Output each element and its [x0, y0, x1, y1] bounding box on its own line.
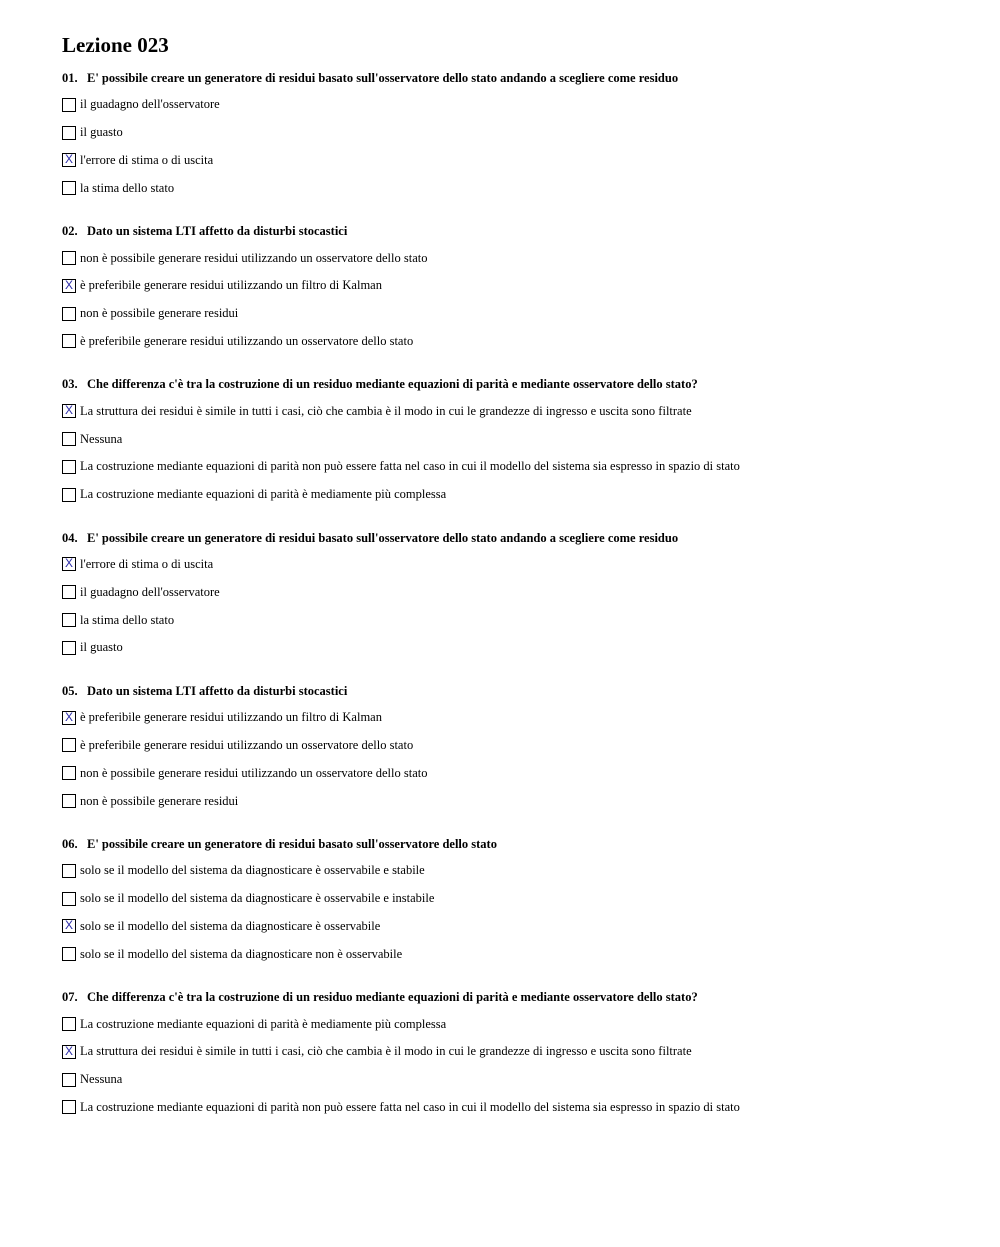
answer-label: non è possibile generare residui utilizzando un osservatore dello stato	[80, 250, 428, 265]
question-text	[62, 984, 962, 1010]
answer-option[interactable]	[62, 578, 962, 606]
x-mark-icon: X	[64, 556, 73, 571]
answer-option[interactable]	[62, 759, 962, 787]
checkbox[interactable]	[62, 947, 76, 961]
checked-checkbox[interactable]	[62, 557, 76, 571]
question-text	[62, 831, 962, 857]
answer-label: l'errore di stima o di uscita	[80, 152, 214, 167]
question-number: 02.	[62, 224, 78, 239]
answer-option[interactable]	[62, 147, 962, 175]
answer-label: La costruzione mediante equazioni di parità è mediamente più complessa	[80, 1016, 447, 1031]
checked-checkbox[interactable]	[62, 279, 76, 293]
answer-label: è preferibile generare residui utilizzando un filtro di Kalman	[80, 278, 382, 293]
checkbox[interactable]	[62, 1073, 76, 1087]
checkbox[interactable]	[62, 613, 76, 627]
answer-label: Nessuna	[80, 1072, 123, 1087]
answer-label: è preferibile generare residui utilizzando un filtro di Kalman	[80, 710, 382, 725]
answer-label: solo se il modello del sistema da diagnosticare è osservabile	[80, 918, 381, 933]
answer-option[interactable]	[62, 857, 962, 885]
checked-checkbox[interactable]	[62, 153, 76, 167]
question-block	[62, 371, 962, 508]
question-block	[62, 678, 962, 815]
question-number: 03.	[62, 377, 78, 392]
answer-label: non è possibile generare residui	[80, 306, 239, 321]
answer-label: è preferibile generare residui utilizzando un osservatore dello stato	[80, 737, 414, 752]
answer-option[interactable]	[62, 732, 962, 760]
answer-label: solo se il modello del sistema da diagnosticare è osservabile e instabile	[80, 891, 435, 906]
answer-label: non è possibile generare residui	[80, 793, 239, 808]
answer-option[interactable]	[62, 328, 962, 356]
answer-label: è preferibile generare residui utilizzando un osservatore dello stato	[80, 333, 414, 348]
question-number: 04.	[62, 530, 78, 545]
answer-option[interactable]	[62, 300, 962, 328]
checkbox[interactable]	[62, 864, 76, 878]
checkbox[interactable]	[62, 460, 76, 474]
question-prompt: Che differenza c'è tra la costruzione di un residuo mediante equazioni di parità e mediante osservatore dello stato?	[87, 990, 698, 1005]
answer-label: La costruzione mediante equazioni di parità non può essere fatta nel caso in cui il modello del sistema sia espresso in spazio di stato	[80, 1099, 740, 1114]
answer-label: solo se il modello del sistema da diagnosticare è osservabile e stabile	[80, 863, 425, 878]
question-text	[62, 525, 962, 551]
checkbox[interactable]	[62, 251, 76, 265]
question-block	[62, 984, 962, 1121]
answer-option[interactable]	[62, 940, 962, 968]
question-block	[62, 218, 962, 355]
checkbox[interactable]	[62, 892, 76, 906]
answer-option[interactable]	[62, 91, 962, 119]
answer-option[interactable]	[62, 425, 962, 453]
checkbox[interactable]	[62, 126, 76, 140]
checkbox[interactable]	[62, 488, 76, 502]
question-prompt: E' possibile creare un generatore di residui basato sull'osservatore dello stato andando a scegliere come residuo	[87, 530, 679, 545]
answer-option[interactable]	[62, 453, 962, 481]
answer-option[interactable]	[62, 1066, 962, 1094]
checked-checkbox[interactable]	[62, 1045, 76, 1059]
checked-checkbox[interactable]	[62, 711, 76, 725]
x-mark-icon: X	[64, 1043, 73, 1058]
question-number: 07.	[62, 990, 78, 1005]
answer-label: la stima dello stato	[80, 180, 175, 195]
checkbox[interactable]	[62, 181, 76, 195]
x-mark-icon: X	[64, 277, 73, 292]
answer-option[interactable]	[62, 1038, 962, 1066]
question-prompt: Dato un sistema LTI affetto da disturbi stocastici	[87, 683, 348, 698]
answer-label: la stima dello stato	[80, 612, 175, 627]
answer-label: La costruzione mediante equazioni di parità è mediamente più complessa	[80, 487, 447, 502]
x-mark-icon: X	[64, 709, 73, 724]
answer-label: il guadagno dell'osservatore	[80, 584, 220, 599]
question-block	[62, 65, 962, 202]
question-number: 01.	[62, 71, 78, 85]
answer-option[interactable]	[62, 634, 962, 662]
answer-option[interactable]	[62, 1010, 962, 1038]
checkbox[interactable]	[62, 738, 76, 752]
answer-label: il guasto	[80, 125, 123, 140]
answer-option[interactable]	[62, 244, 962, 272]
lesson-title: Lezione 023	[62, 33, 169, 57]
question-prompt: E' possibile creare un generatore di residui basato sull'osservatore dello stato	[87, 836, 497, 851]
checkbox[interactable]	[62, 432, 76, 446]
answer-option[interactable]	[62, 119, 962, 147]
checked-checkbox[interactable]	[62, 919, 76, 933]
answer-label: Nessuna	[80, 431, 123, 446]
answer-label: La struttura dei residui è simile in tutti i casi, ciò che cambia è il modo in cui le grandezze di ingresso e uscita sono filtrate	[80, 403, 692, 418]
question-text	[62, 218, 962, 244]
checkbox[interactable]	[62, 334, 76, 348]
answer-option[interactable]	[62, 787, 962, 815]
question-prompt: E' possibile creare un generatore di residui basato sull'osservatore dello stato andando a scegliere come residuo	[87, 71, 679, 85]
question-text	[62, 678, 962, 704]
checkbox[interactable]	[62, 794, 76, 808]
question-number: 05.	[62, 683, 78, 698]
checkbox[interactable]	[62, 641, 76, 655]
answer-label: non è possibile generare residui utilizzando un osservatore dello stato	[80, 765, 428, 780]
answer-label: solo se il modello del sistema da diagnosticare non è osservabile	[80, 946, 403, 961]
x-mark-icon: X	[64, 403, 73, 418]
answer-option[interactable]	[62, 551, 962, 579]
checkbox[interactable]	[62, 766, 76, 780]
checked-checkbox[interactable]	[62, 404, 76, 418]
checkbox[interactable]	[62, 585, 76, 599]
answer-option[interactable]	[62, 1094, 962, 1122]
answer-option[interactable]	[62, 885, 962, 913]
answer-option[interactable]	[62, 606, 962, 634]
answer-option[interactable]	[62, 174, 962, 202]
x-mark-icon: X	[64, 918, 73, 933]
answer-label: il guasto	[80, 640, 123, 655]
question-prompt: Che differenza c'è tra la costruzione di un residuo mediante equazioni di parità e mediante osservatore dello stato?	[87, 377, 698, 392]
answer-label: La costruzione mediante equazioni di parità non può essere fatta nel caso in cui il modello del sistema sia espresso in spazio di stato	[80, 459, 740, 474]
question-prompt: Dato un sistema LTI affetto da disturbi stocastici	[87, 224, 348, 239]
answer-label: l'errore di stima o di uscita	[80, 556, 214, 571]
question-number: 06.	[62, 836, 78, 851]
answer-option[interactable]	[62, 913, 962, 941]
question-block	[62, 525, 962, 662]
answer-option[interactable]	[62, 704, 962, 732]
quiz-page	[62, 30, 962, 1121]
answer-label: La struttura dei residui è simile in tutti i casi, ciò che cambia è il modo in cui le grandezze di ingresso e uscita sono filtrate	[80, 1044, 692, 1059]
answer-option[interactable]	[62, 397, 962, 425]
question-list	[62, 65, 962, 1121]
checkbox[interactable]	[62, 1100, 76, 1114]
checkbox[interactable]	[62, 98, 76, 112]
answer-label: il guadagno dell'osservatore	[80, 97, 220, 112]
question-text	[62, 371, 962, 397]
x-mark-icon: X	[64, 152, 73, 167]
answer-option[interactable]	[62, 481, 962, 509]
question-text	[62, 65, 962, 91]
checkbox[interactable]	[62, 1017, 76, 1031]
checkbox[interactable]	[62, 307, 76, 321]
question-block	[62, 831, 962, 968]
answer-option[interactable]	[62, 272, 962, 300]
